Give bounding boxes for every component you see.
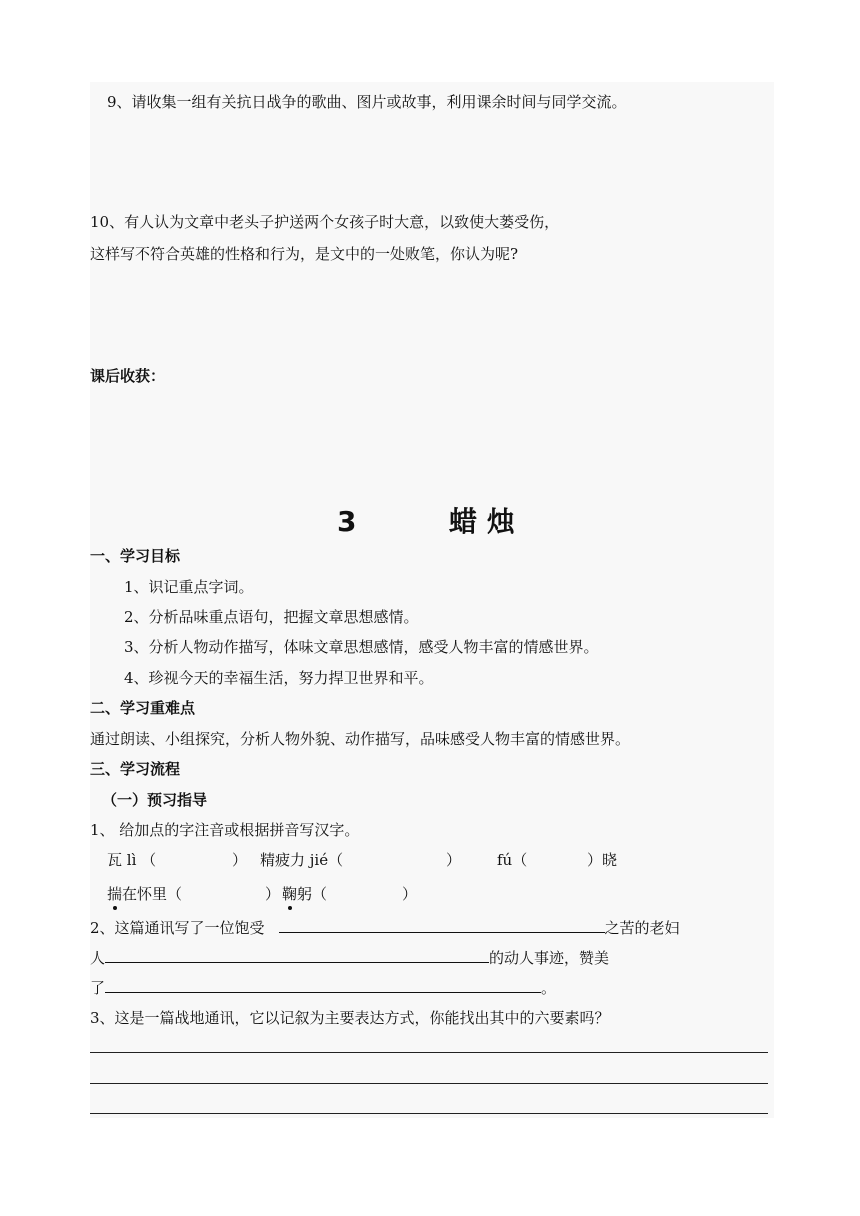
preview-guide-heading: （一）预习指导: [102, 791, 208, 809]
question-2-text-a: 2、这篇通讯写了一位饱受: [90, 919, 265, 937]
question-2-text-f: 。: [541, 979, 557, 997]
answer-line[interactable]: [90, 1083, 768, 1084]
pinyin-item-chuai-rest: 在怀里（: [122, 885, 183, 903]
question-2-text-c: 人: [90, 949, 106, 967]
pinyin-item-chuai-close: ）: [265, 885, 281, 903]
section-2-text: 通过朗读、小组探究，分析人物外貌、动作描写，品味感受人物丰富的情感世界。: [90, 730, 631, 748]
section-2-heading: 二、学习重难点: [90, 699, 196, 717]
answer-line[interactable]: [90, 1113, 768, 1114]
answer-line[interactable]: [90, 1052, 768, 1053]
section-3-heading: 三、学习流程: [90, 760, 181, 778]
goal-item: 1、识记重点字词。: [124, 578, 254, 596]
pinyin-item-jie: 精疲力 jié（: [260, 851, 344, 869]
goal-item: 2、分析品味重点语句，把握文章思想感情。: [124, 608, 419, 626]
question-2-line-2: [90, 946, 609, 968]
pinyin-item-ju-close: ）: [402, 885, 418, 903]
lesson-title: [0, 500, 860, 544]
fill-blank-3[interactable]: [105, 976, 541, 993]
question-9: 9、请收集一组有关抗日战争的歌曲、图片或故事，利用课余时间与同学交流。: [107, 93, 627, 111]
pinyin-item-chuai: [107, 884, 182, 904]
lesson-name: 蜡 烛: [449, 505, 515, 538]
question-2-text-b: 之苦的老妇: [604, 919, 680, 937]
question-2-text-d: 的动人事迹，赞美: [489, 949, 610, 967]
question-1: 1、 给加点的字注音或根据拼音写汉字。: [90, 821, 360, 839]
lesson-number: 3: [337, 505, 357, 538]
question-3: 3、这是一篇战地通讯，它以记叙为主要表达方式，你能找出其中的六要素吗？: [90, 1009, 610, 1027]
fill-blank-1[interactable]: [279, 916, 605, 933]
fill-blank-2[interactable]: [105, 946, 489, 963]
after-class-heading: 课后收获：: [90, 367, 166, 385]
pinyin-item-ju-rest: 躬（: [297, 885, 328, 903]
pinyin-item-fu: fú（: [497, 851, 528, 869]
pinyin-item-li-close: ）: [232, 851, 248, 869]
question-10-line-2: 这样写不符合英雄的性格和行为，是文中的一处败笔，你认为呢?: [90, 245, 519, 263]
question-10-line-1: 10、有人认为文章中老头子护送两个女孩子时大意，以致使大蒌受伤，: [90, 213, 560, 231]
pinyin-item-jie-close: ）: [446, 851, 462, 869]
section-1-heading: 一、学习目标: [90, 547, 181, 565]
pinyin-item-ju: [282, 884, 327, 904]
goal-item: 3、分析人物动作描写，体味文章思想感情，感受人物丰富的情感世界。: [124, 638, 599, 656]
question-2-text-e: 了: [90, 979, 106, 997]
dotted-character: 揣: [107, 885, 123, 903]
dotted-character: 鞠: [282, 885, 298, 903]
pinyin-item-fu-close: ）晓: [587, 851, 618, 869]
goal-item: 4、珍视今天的幸福生活，努力捍卫世界和平。: [124, 669, 434, 687]
pinyin-item-li: 瓦 lì （: [107, 851, 157, 869]
question-2-line-1: [90, 916, 680, 938]
question-2-line-3: [90, 976, 556, 998]
